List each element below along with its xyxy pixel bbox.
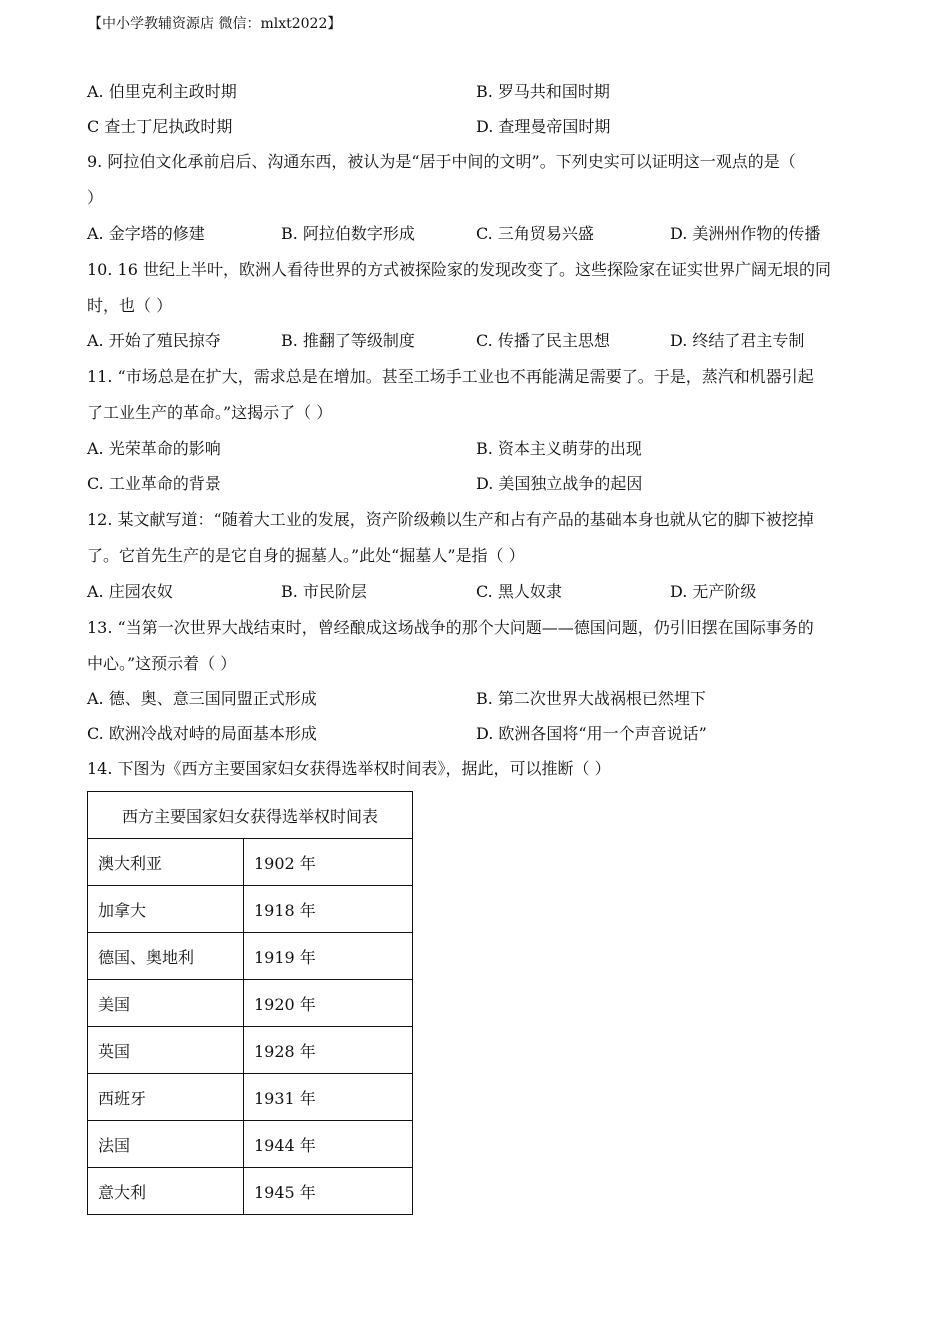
q9-stem-line1: 9. 阿拉伯文化承前启后、沟通东西，被认为是“居于中间的文明”。下列史实可以证明这一观点的是（ <box>87 152 796 171</box>
table-cell-country: 澳大利亚 <box>88 839 244 886</box>
table-cell-year: 1919 年 <box>244 933 413 980</box>
q10-option-d: D. 终结了君主专制 <box>670 331 805 350</box>
table-row <box>88 1121 413 1168</box>
table-title: 西方主要国家妇女获得选举权时间表 <box>88 792 413 839</box>
suffrage-table <box>87 791 413 1215</box>
q13-option-b: B. 第二次世界大战祸根已然埋下 <box>476 689 706 708</box>
q11-option-c: C. 工业革命的背景 <box>87 474 221 493</box>
q9-option-c: C. 三角贸易兴盛 <box>476 224 594 243</box>
table-row <box>88 886 413 933</box>
table-cell-year: 1928 年 <box>244 1027 413 1074</box>
table-row <box>88 839 413 886</box>
q13-option-a: A. 德、奥、意三国同盟正式形成 <box>87 689 317 708</box>
q10-stem-line1: 10. 16 世纪上半叶，欧洲人看待世界的方式被探险家的发现改变了。这些探险家在证实世界广阔无垠的同 <box>87 260 831 279</box>
table-row <box>88 1027 413 1074</box>
q11-stem-line2: 了工业生产的革命。”这揭示了（ ） <box>87 403 333 422</box>
q10-option-b: B. 推翻了等级制度 <box>281 331 415 350</box>
table-cell-country: 法国 <box>88 1121 244 1168</box>
q12-option-a: A. 庄园农奴 <box>87 582 173 601</box>
table-cell-year: 1931 年 <box>244 1074 413 1121</box>
q14-stem: 14. 下图为《西方主要国家妇女获得选举权时间表》，据此，可以推断（ ） <box>87 759 611 778</box>
q12-option-b: B. 市民阶层 <box>281 582 367 601</box>
q13-stem-line2: 中心。”这预示着（ ） <box>87 654 237 673</box>
table-cell-country: 德国、奥地利 <box>88 933 244 980</box>
table-title-row <box>88 792 413 839</box>
q10-stem-line2: 时，也（ ） <box>87 296 173 315</box>
q10-option-a: A. 开始了殖民掠夺 <box>87 331 221 350</box>
table-cell-country: 英国 <box>88 1027 244 1074</box>
q11-option-a: A. 光荣革命的影响 <box>87 439 221 458</box>
q8-option-a: A. 伯里克利主政时期 <box>87 82 237 101</box>
q12-option-c: C. 黑人奴隶 <box>476 582 562 601</box>
q8-option-c: C 查士丁尼执政时期 <box>87 117 233 136</box>
q12-option-d: D. 无产阶级 <box>670 582 757 601</box>
table-cell-country: 西班牙 <box>88 1074 244 1121</box>
table-cell-year: 1920 年 <box>244 980 413 1027</box>
table-row <box>88 1168 413 1215</box>
q8-option-d: D. 查理曼帝国时期 <box>476 117 611 136</box>
q13-option-d: D. 欧洲各国将“用一个声音说话” <box>476 724 707 743</box>
q9-stem-line2: ） <box>87 188 104 207</box>
q11-option-b: B. 资本主义萌芽的出现 <box>476 439 642 458</box>
table-cell-year: 1944 年 <box>244 1121 413 1168</box>
table-row <box>88 1074 413 1121</box>
table-cell-country: 意大利 <box>88 1168 244 1215</box>
q11-option-d: D. 美国独立战争的起因 <box>476 474 643 493</box>
q9-option-b: B. 阿拉伯数字形成 <box>281 224 415 243</box>
table-cell-year: 1902 年 <box>244 839 413 886</box>
table-cell-year: 1945 年 <box>244 1168 413 1215</box>
table-cell-country: 加拿大 <box>88 886 244 933</box>
header-watermark: 【中小学教辅资源店 微信：mlxt2022】 <box>88 16 342 32</box>
q8-option-b: B. 罗马共和国时期 <box>476 82 610 101</box>
q9-option-a: A. 金字塔的修建 <box>87 224 205 243</box>
table-row <box>88 980 413 1027</box>
table-cell-country: 美国 <box>88 980 244 1027</box>
q12-stem-line2: 了。它首先生产的是它自身的掘墓人。”此处“掘墓人”是指（ ） <box>87 546 525 565</box>
table-cell-year: 1918 年 <box>244 886 413 933</box>
q13-stem-line1: 13. “当第一次世界大战结束时，曾经酿成这场战争的那个大问题——德国问题，仍引旧摆在国际事务的 <box>87 618 814 637</box>
q10-option-c: C. 传播了民主思想 <box>476 331 610 350</box>
q13-option-c: C. 欧洲冷战对峙的局面基本形成 <box>87 724 317 743</box>
q9-option-d: D. 美洲州作物的传播 <box>670 224 821 243</box>
q12-stem-line1: 12. 某文献写道：“随着大工业的发展，资产阶级赖以生产和占有产品的基础本身也就从它的脚下被挖掉 <box>87 510 814 529</box>
table-row <box>88 933 413 980</box>
q11-stem-line1: 11. “市场总是在扩大，需求总是在增加。甚至工场手工业也不再能满足需要了。于是，蒸汽和机器引起 <box>87 367 814 386</box>
